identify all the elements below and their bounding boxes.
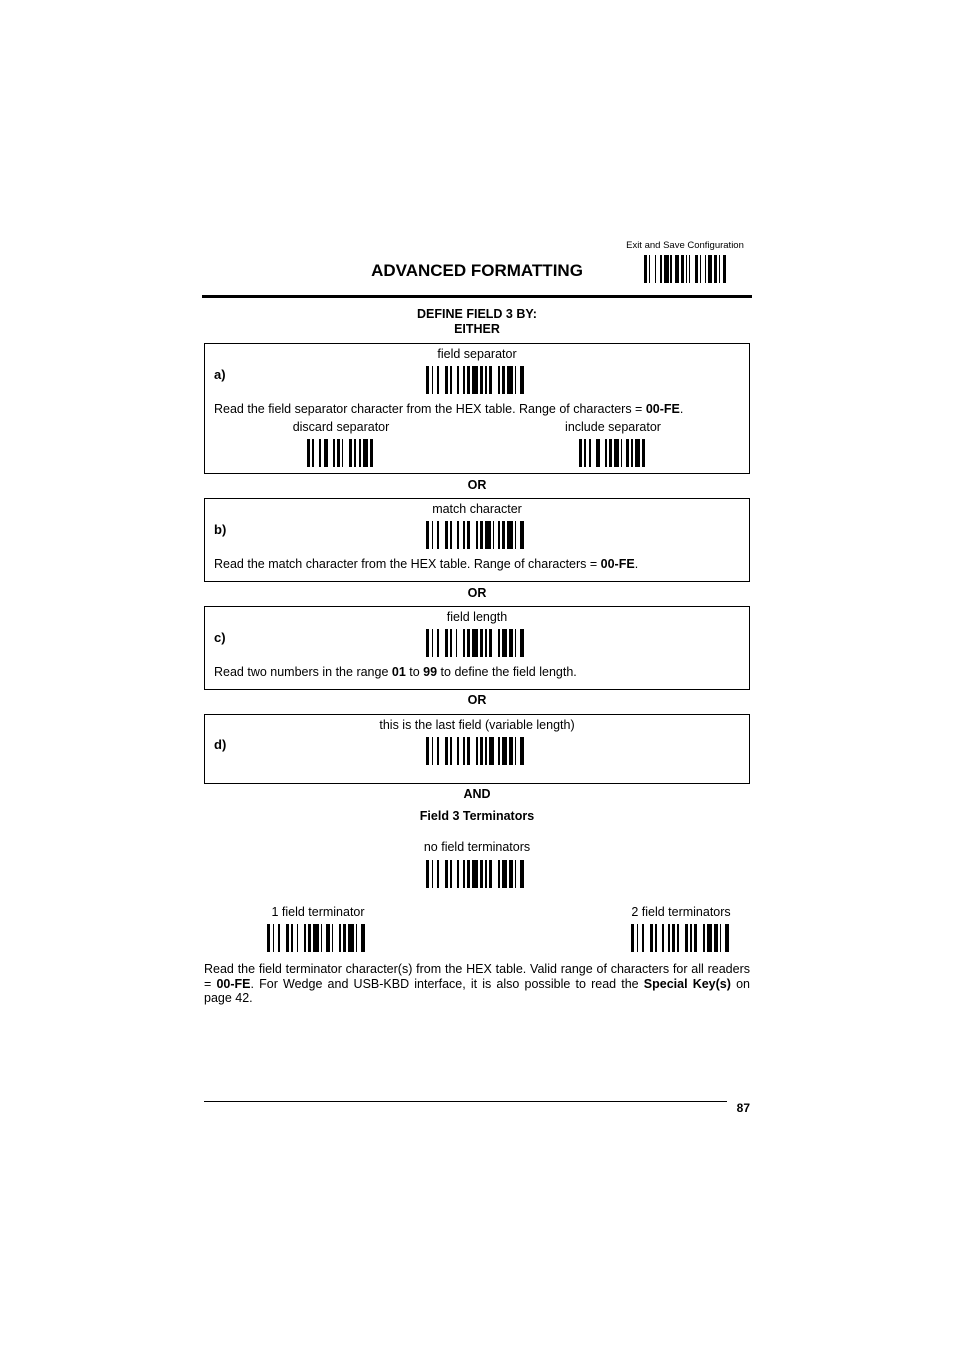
barcode-bar	[450, 521, 452, 549]
barcode-bar	[520, 366, 523, 394]
field-separator-label: field separator	[437, 347, 517, 361]
discard-separator-label: discard separator	[292, 420, 390, 434]
either-label: EITHER	[454, 322, 500, 336]
no-terminators-barcode[interactable]	[426, 860, 526, 888]
field-length-label: field length	[446, 610, 508, 624]
barcode-bar	[700, 255, 701, 283]
barcode-bar	[359, 439, 360, 467]
barcode-bar	[445, 629, 448, 657]
page-title: ADVANCED FORMATTING	[371, 261, 583, 280]
match-character-label: match character	[432, 502, 522, 516]
barcode-bar	[445, 860, 448, 888]
barcode-bar	[690, 924, 692, 952]
barcode-bar	[450, 860, 452, 888]
barcode-bar	[626, 439, 629, 467]
barcode-bar	[498, 629, 500, 657]
barcode-bar	[719, 255, 720, 283]
barcode-bar	[432, 860, 434, 888]
barcode-bar	[457, 737, 459, 765]
barcode-bar	[349, 439, 352, 467]
barcode-bar	[520, 737, 523, 765]
barcode-bar	[445, 737, 448, 765]
barcode-bar	[485, 366, 487, 394]
barcode-bar	[642, 924, 644, 952]
field-length-barcode[interactable]	[426, 629, 526, 657]
option-d-letter: d)	[214, 737, 227, 752]
barcode-bar	[463, 737, 465, 765]
barcode-bar	[480, 629, 483, 657]
barcode-bar	[621, 439, 622, 467]
barcode-bar	[507, 521, 512, 549]
barcode-bar	[437, 737, 439, 765]
barcode-bar	[498, 860, 500, 888]
barcode-bar	[498, 521, 500, 549]
barcode-bar	[472, 366, 477, 394]
barcode-bar	[354, 439, 355, 467]
barcode-bar	[725, 924, 728, 952]
barcode-bar	[326, 924, 329, 952]
barcode-bar	[584, 439, 585, 467]
barcode-bar	[596, 439, 599, 467]
last-field-barcode[interactable]	[426, 737, 526, 765]
barcode-bar	[631, 924, 634, 952]
barcode-bar	[437, 860, 439, 888]
barcode-bar	[707, 924, 712, 952]
or-separator-1: OR	[467, 478, 487, 492]
barcode-bar	[426, 629, 429, 657]
barcode-bar	[463, 629, 465, 657]
barcode-bar	[614, 439, 619, 467]
barcode-bar	[457, 521, 459, 549]
option-a-letter: a)	[214, 367, 226, 382]
barcode-bar	[670, 255, 671, 283]
barcode-bar	[703, 924, 705, 952]
barcode-bar	[502, 737, 507, 765]
barcode-bar	[493, 521, 495, 549]
barcode-bar	[655, 255, 656, 283]
barcode-bar	[307, 439, 310, 467]
barcode-bar	[631, 439, 632, 467]
barcode-bar	[333, 439, 334, 467]
barcode-bar	[437, 629, 439, 657]
terminators-heading: Field 3 Terminators	[419, 809, 535, 823]
barcode-bar	[432, 366, 434, 394]
option-a-text: Read the field separator character from the HEX table. Range of characters = 00-FE.	[214, 402, 684, 416]
exit-save-barcode[interactable]	[644, 255, 728, 283]
barcode-bar	[695, 255, 698, 283]
barcode-bar	[426, 366, 429, 394]
barcode-bar	[489, 860, 492, 888]
barcode-bar	[332, 924, 334, 952]
barcode-bar	[489, 629, 492, 657]
barcode-bar	[450, 737, 452, 765]
or-separator-2: OR	[467, 586, 487, 600]
barcode-bar	[694, 924, 697, 952]
barcode-bar	[278, 924, 280, 952]
barcode-bar	[286, 924, 289, 952]
discard-separator-barcode[interactable]	[307, 439, 375, 467]
barcode-bar	[489, 737, 494, 765]
barcode-bar	[313, 924, 318, 952]
barcode-bar	[321, 924, 323, 952]
barcode-bar	[370, 439, 373, 467]
field-separator-barcode[interactable]	[426, 366, 526, 394]
barcode-bar	[635, 439, 640, 467]
barcode-bar	[480, 366, 483, 394]
barcode-bar	[642, 439, 645, 467]
footer-rule	[204, 1101, 727, 1102]
last-field-label: this is the last field (variable length)	[379, 718, 575, 732]
barcode-bar	[304, 924, 306, 952]
barcode-bar	[445, 366, 448, 394]
barcode-bar	[467, 629, 470, 657]
barcode-bar	[472, 629, 477, 657]
barcode-bar	[675, 255, 679, 283]
barcode-bar	[720, 924, 722, 952]
barcode-bar	[662, 924, 664, 952]
two-terminators-label: 2 field terminators	[631, 905, 731, 919]
one-terminator-label: 1 field terminator	[271, 905, 365, 919]
barcode-bar	[650, 924, 653, 952]
barcode-bar	[502, 366, 505, 394]
barcode-bar	[463, 860, 465, 888]
option-c-letter: c)	[214, 630, 226, 645]
one-terminator-barcode[interactable]	[267, 924, 367, 952]
barcode-bar	[472, 860, 477, 888]
barcode-bar	[476, 521, 478, 549]
barcode-bar	[485, 737, 487, 765]
barcode-bar	[637, 924, 639, 952]
match-character-barcode[interactable]	[426, 521, 526, 549]
barcode-bar	[361, 924, 364, 952]
barcode-bar	[705, 255, 706, 283]
barcode-bar	[456, 629, 458, 657]
barcode-bar	[502, 521, 505, 549]
barcode-bar	[655, 924, 657, 952]
barcode-bar	[324, 439, 327, 467]
barcode-bar	[723, 255, 726, 283]
barcode-bar	[450, 629, 452, 657]
page-number: 87	[736, 1101, 750, 1115]
barcode-bar	[498, 737, 500, 765]
barcode-bar	[672, 924, 675, 952]
barcode-bar	[509, 737, 512, 765]
and-separator: AND	[463, 787, 491, 801]
barcode-bar	[432, 629, 434, 657]
barcode-bar	[480, 737, 483, 765]
barcode-bar	[515, 629, 517, 657]
barcode-bar	[689, 255, 690, 283]
barcode-bar	[308, 924, 311, 952]
barcode-bar	[502, 629, 507, 657]
barcode-bar	[509, 629, 512, 657]
option-c-text: Read two numbers in the range 01 to 99 to define the field length.	[214, 665, 577, 679]
barcode-bar	[609, 439, 612, 467]
barcode-bar	[681, 255, 684, 283]
barcode-bar	[467, 366, 470, 394]
barcode-bar	[579, 439, 582, 467]
barcode-bar	[520, 521, 523, 549]
barcode-bar	[432, 737, 434, 765]
barcode-bar	[714, 255, 717, 283]
barcode-bar	[515, 737, 517, 765]
barcode-bar	[457, 366, 459, 394]
barcode-bar	[457, 860, 459, 888]
no-terminators-label: no field terminators	[423, 840, 531, 854]
barcode-bar	[685, 924, 688, 952]
barcode-bar	[480, 860, 483, 888]
barcode-bar	[515, 366, 517, 394]
barcode-bar	[664, 255, 668, 283]
barcode-bar	[432, 521, 434, 549]
barcode-bar	[342, 439, 343, 467]
barcode-bar	[437, 521, 439, 549]
barcode-bar	[467, 737, 470, 765]
option-b-letter: b)	[214, 522, 227, 537]
barcode-bar	[502, 860, 507, 888]
include-separator-label: include separator	[565, 420, 661, 434]
barcode-bar	[463, 521, 465, 549]
define-field-heading: DEFINE FIELD 3 BY:	[417, 307, 537, 321]
barcode-bar	[437, 366, 439, 394]
or-separator-3: OR	[467, 693, 487, 707]
barcode-bar	[297, 924, 299, 952]
barcode-bar	[267, 924, 270, 952]
barcode-bar	[291, 924, 293, 952]
terminators-text: Read the field terminator character(s) from the HEX table. Valid range of characters for all readers = 00-FE. For Wedge and USB-KBD interface, it is also possible to read the Special Key(s) on page 42.	[204, 962, 750, 1005]
barcode-bar	[467, 521, 470, 549]
barcode-bar	[660, 255, 663, 283]
barcode-bar	[463, 366, 465, 394]
barcode-bar	[485, 629, 487, 657]
barcode-bar	[467, 860, 470, 888]
barcode-bar	[312, 439, 313, 467]
barcode-bar	[337, 439, 340, 467]
barcode-bar	[515, 521, 517, 549]
barcode-bar	[589, 439, 590, 467]
barcode-bar	[489, 366, 492, 394]
barcode-bar	[339, 924, 341, 952]
barcode-bar	[480, 521, 483, 549]
barcode-bar	[445, 521, 448, 549]
header-rule	[202, 295, 752, 298]
barcode-bar	[426, 860, 429, 888]
barcode-bar	[668, 924, 670, 952]
barcode-bar	[319, 439, 320, 467]
include-separator-barcode[interactable]	[579, 439, 647, 467]
option-b-text: Read the match character from the HEX table. Range of characters = 00-FE.	[214, 557, 639, 571]
two-terminators-barcode[interactable]	[631, 924, 731, 952]
barcode-bar	[356, 924, 358, 952]
barcode-bar	[348, 924, 353, 952]
barcode-bar	[426, 521, 429, 549]
barcode-bar	[343, 924, 346, 952]
barcode-bar	[476, 737, 478, 765]
exit-save-label: Exit and Save Configuration	[626, 240, 744, 251]
barcode-bar	[450, 366, 452, 394]
barcode-bar	[686, 255, 687, 283]
barcode-bar	[426, 737, 429, 765]
barcode-bar	[515, 860, 517, 888]
barcode-bar	[714, 924, 717, 952]
barcode-bar	[520, 629, 523, 657]
barcode-bar	[509, 860, 512, 888]
barcode-bar	[498, 366, 500, 394]
barcode-bar	[273, 924, 275, 952]
barcode-bar	[708, 255, 712, 283]
barcode-bar	[485, 860, 487, 888]
barcode-bar	[605, 439, 606, 467]
barcode-bar	[507, 366, 512, 394]
barcode-bar	[363, 439, 368, 467]
barcode-bar	[485, 521, 490, 549]
barcode-bar	[677, 924, 679, 952]
barcode-bar	[520, 860, 523, 888]
